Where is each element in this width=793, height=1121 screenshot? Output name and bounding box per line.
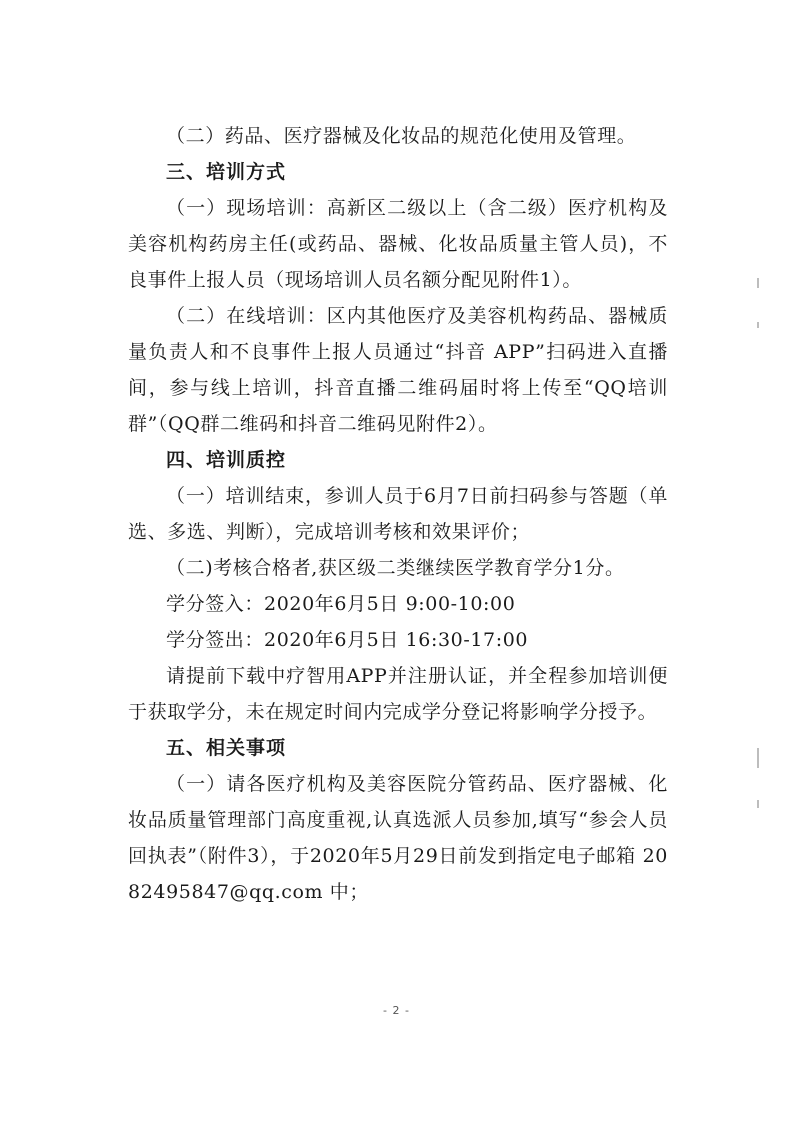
- heading-training-quality-control: 四、培训质控: [166, 449, 287, 471]
- scan-artifact-mark: [757, 322, 759, 328]
- paragraph-app-download-note: 请提前下载中疗智用APP并注册认证，并全程参加培训便于获取学分，未在规定时间内完成学分登记将影响学分授予。: [128, 665, 668, 723]
- page-number: - 2 -: [383, 1004, 410, 1017]
- document-body: [128, 118, 668, 910]
- paragraph-online-training: （二）在线培训：区内其他医疗及美容机构药品、器械质量负责人和不良事件上报人员通过“抖音 APP”扫码进入直播间，参与线上培训，抖音直播二维码届时将上传至“QQ培训群”（QQ群二维码和抖音二维码见附件2）。: [128, 305, 668, 435]
- paragraph-section2-item2: （二）药品、医疗器械及化妆品的规范化使用及管理。: [166, 125, 637, 147]
- paragraph-credit-sign-out: 学分签出：2020年6月5日 16:30-17:00: [166, 629, 529, 651]
- scan-artifact-mark: [757, 748, 759, 768]
- paragraph-credit-sign-in: 学分签入：2020年6月5日 9:00-10:00: [166, 593, 516, 615]
- scan-artifact-mark: [757, 800, 759, 808]
- heading-training-method: 三、培训方式: [166, 161, 287, 183]
- heading-related-matters: 五、相关事项: [166, 737, 287, 759]
- paragraph-related-matters-item1: （一）请各医疗机构及美容医院分管药品、医疗器械、化妆品质量管理部门高度重视,认真选派人员参加,填写“参会人员回执表”（附件3），于2020年5月29日前发到指定电子邮箱 2082495847@qq.com 中；: [128, 773, 668, 903]
- paragraph-onsite-training: （一）现场培训：高新区二级以上（含二级）医疗机构及美容机构药房主任(或药品、器械、化妆品质量主管人员)，不良事件上报人员（现场培训人员名额分配见附件1）。: [128, 197, 668, 291]
- paragraph-credit-award: （二)考核合格者,获区级二类继续医学教育学分1分。: [166, 557, 625, 579]
- scan-artifact-mark: [757, 278, 759, 288]
- paragraph-training-end-quiz: （一）培训结束，参训人员于6月7日前扫码参与答题（单选、多选、判断），完成培训考核和效果评价；: [128, 485, 668, 543]
